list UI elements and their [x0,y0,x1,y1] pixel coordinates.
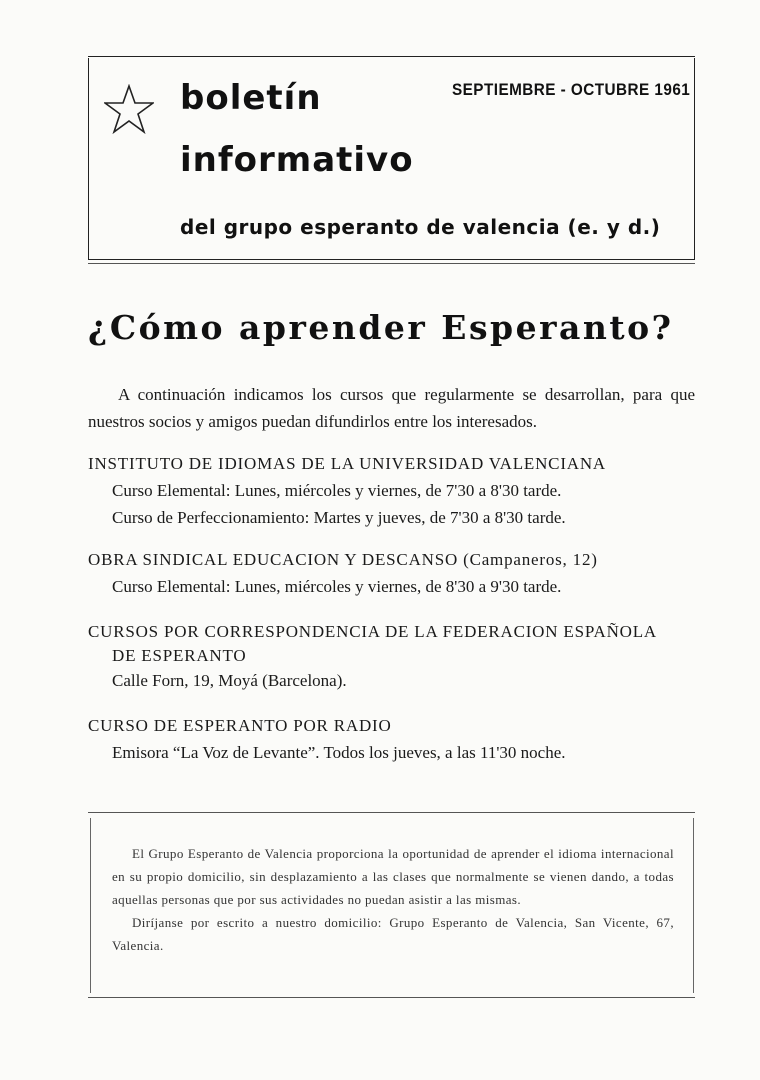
course-section-instituto [88,450,708,531]
bulletin-subtitle: del grupo esperanto de valencia (e. y d.) [180,215,661,239]
course-heading: CURSOS POR CORRESPONDENCIA DE LA FEDERACION ESPAÑOLA [88,622,658,641]
notice-bottom-rule [88,997,695,998]
article-title: ¿Cómo aprender Esperanto? [88,308,674,347]
course-line: Emisora “La Voz de Levante”. Todos los jueves, a las 11'30 noche. [112,743,566,762]
course-line: Curso Elemental: Lunes, miércoles y viernes, de 8'30 a 9'30 tarde. [112,577,562,596]
notice-paragraph-1: El Grupo Esperanto de Valencia proporciona la oportunidad de aprender el idioma internacional en su propio domicilio, sin desplazamiento a las clases que normalmente se vienen dando, a todas aquellas personas que por sus actividades no puedan asistir a las mismas. [112,846,674,907]
star-icon [104,84,154,134]
course-heading: CURSO DE ESPERANTO POR RADIO [88,716,392,735]
course-line: Curso de Perfeccionamiento: Martes y jueves, de 7'30 a 8'30 tarde. [112,508,566,527]
course-section-obra-sindical [88,546,708,600]
bulletin-title-line2: informativo [180,140,414,180]
course-line: Calle Forn, 19, Moyá (Barcelona). [112,671,347,690]
course-line: Curso Elemental: Lunes, miércoles y viernes, de 7'30 a 8'30 tarde. [112,481,562,500]
course-heading: INSTITUTO DE IDIOMAS DE LA UNIVERSIDAD VALENCIANA [88,454,607,473]
notice-left-rule [90,818,91,993]
intro-paragraph: A continuación indicamos los cursos que regularmente se desarrollan, para que nuestros socios y amigos puedan difundirlos entre los interesados. [88,385,695,431]
notice-right-rule [693,818,694,993]
course-heading: OBRA SINDICAL EDUCACION Y DESCANSO (Campaneros, 12) [88,550,598,569]
notice-top-rule [88,812,695,813]
notice-paragraph-2: Diríjanse por escrito a nuestro domicilio: Grupo Esperanto de Valencia, San Vicente, 67, Valencia. [112,915,674,953]
course-heading-cont: DE ESPERANTO [112,646,247,665]
bulletin-title-line1: boletín [180,78,322,118]
course-section-radio [88,712,708,766]
notice-box [112,842,674,957]
issue-date: SEPTIEMBRE - OCTUBRE 1961 [452,80,691,99]
header-top-rule [88,56,695,57]
course-section-correspondencia [88,618,708,694]
header-bottom-rule-double [88,263,695,264]
header-bottom-rule [88,259,695,260]
